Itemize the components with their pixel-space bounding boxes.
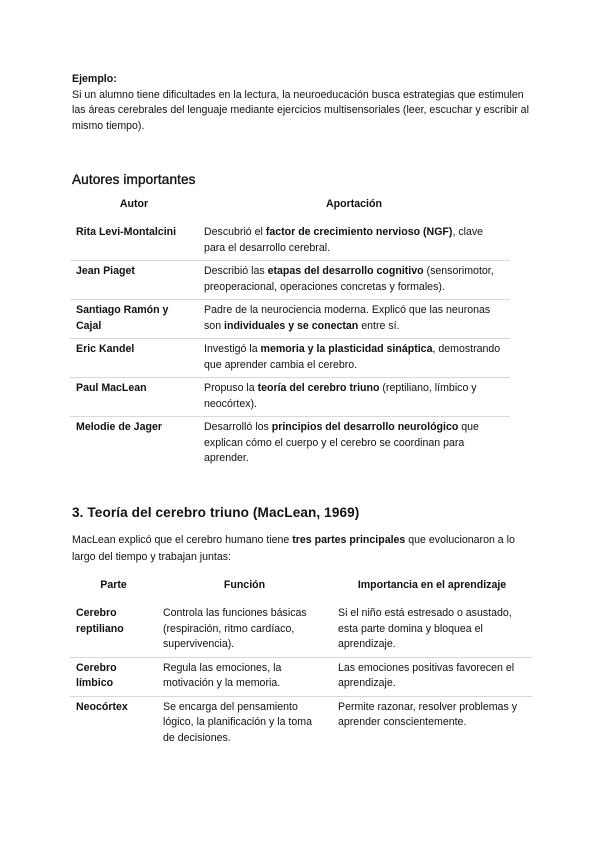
theory-intro-bold: tres partes principales — [292, 534, 406, 546]
table-row — [70, 417, 510, 471]
contribution-highlight: principios del desarrollo neurológico — [271, 421, 459, 433]
contribution-text: Descubrió el — [204, 226, 266, 238]
table-row — [70, 657, 532, 696]
brain-part-function: Controla las funciones básicas (respiración, ritmo cardíaco, supervivencia). — [163, 607, 307, 650]
authors-heading: Autores importantes — [72, 172, 196, 187]
brain-part-function: Se encarga del pensamiento lógico, la planificación y la toma de decisiones. — [157, 696, 332, 750]
contribution-text: entre sí. — [358, 319, 400, 332]
contribution-text: Propuso la — [204, 382, 258, 394]
contribution-text: que explican cómo el cuerpo y el cerebro se coordinan para aprender. — [204, 421, 479, 464]
table-row — [70, 221, 510, 261]
contribution-text: Desarrolló los — [204, 421, 272, 433]
author-name: Eric Kandel — [70, 339, 198, 378]
brain-part-name: Cerebro límbico — [70, 657, 157, 696]
contribution-text: Padre de la neurociencia moderna. Explicó que las neuronas son — [204, 304, 491, 332]
contribution-text: (reptiliano, límbico y neocórtex). — [204, 382, 477, 410]
table-row — [70, 602, 532, 657]
brain-part-function: Regula las emociones, la motivación y la memoria. — [157, 657, 332, 696]
parts-header-part: Parte — [100, 579, 127, 591]
contribution-highlight: factor de crecimiento nervioso (NGF) — [265, 226, 453, 238]
brain-part-name: Cerebro reptiliano — [76, 607, 124, 635]
authors-table — [70, 197, 510, 471]
brain-part-name: Neocórtex — [70, 696, 157, 750]
author-contribution — [198, 261, 510, 300]
authors-header-contribution: Aportación — [326, 198, 382, 210]
author-contribution — [198, 339, 510, 378]
author-name: Santiago Ramón y Cajal — [70, 300, 198, 339]
contribution-highlight: teoría del cerebro triuno — [257, 382, 380, 394]
theory-intro-post: que evolucionaron a lo largo del tiempo y trabajan juntas: — [72, 534, 515, 563]
brain-parts-table — [70, 578, 532, 750]
contribution-text: Describió las — [204, 265, 268, 277]
example-label: Ejemplo: — [72, 73, 117, 85]
theory-intro — [72, 532, 532, 566]
author-name: Melodie de Jager — [70, 417, 198, 471]
author-contribution — [198, 300, 510, 339]
table-row — [70, 339, 510, 378]
author-contribution — [198, 221, 510, 261]
table-row — [70, 300, 510, 339]
contribution-highlight: etapas del desarrollo cognitivo — [267, 265, 424, 277]
author-name: Paul MacLean — [70, 378, 198, 417]
parts-header-importance: Importancia en el aprendizaje — [357, 579, 507, 591]
author-name: Jean Piaget — [70, 261, 198, 300]
theory-heading: 3. Teoría del cerebro triuno (MacLean, 1969) — [72, 505, 360, 520]
table-row — [70, 378, 510, 417]
brain-part-importance: Si el niño está estresado o asustado, esta parte domina y bloquea el aprendizaje. — [338, 607, 512, 650]
example-text: Si un alumno tiene dificultades en la lectura, la neuroeducación busca estrategias que estimulen las áreas cerebrales del lenguaje mediante ejercicios multisensoriales (leer, escuchar y escribir al mismo tiempo). — [72, 88, 529, 132]
authors-header-author: Autor — [119, 198, 149, 210]
table-row — [70, 696, 532, 750]
contribution-text: Investigó la — [204, 343, 261, 355]
theory-intro-pre: MacLean explicó que el cerebro humano tiene — [72, 534, 293, 546]
contribution-highlight: memoria y la plasticidad sináptica — [260, 343, 433, 355]
author-name: Rita Levi-Montalcini — [76, 226, 177, 238]
parts-header-function: Función — [223, 579, 266, 591]
brain-part-importance: Permite razonar, resolver problemas y aprender conscientemente. — [332, 696, 532, 750]
table-row — [70, 261, 510, 300]
brain-part-importance: Las emociones positivas favorecen el aprendizaje. — [332, 657, 532, 696]
contribution-text: , clave para el desarrollo cerebral. — [204, 226, 484, 254]
contribution-text: (sensorimotor, preoperacional, operaciones concretas y formales). — [204, 265, 494, 293]
contribution-highlight: individuales y se conectan — [224, 319, 359, 332]
example-block — [72, 72, 532, 134]
author-contribution — [198, 417, 510, 471]
contribution-text: , demostrando que aprender cambia el cerebro. — [204, 343, 501, 371]
author-contribution — [198, 378, 510, 417]
